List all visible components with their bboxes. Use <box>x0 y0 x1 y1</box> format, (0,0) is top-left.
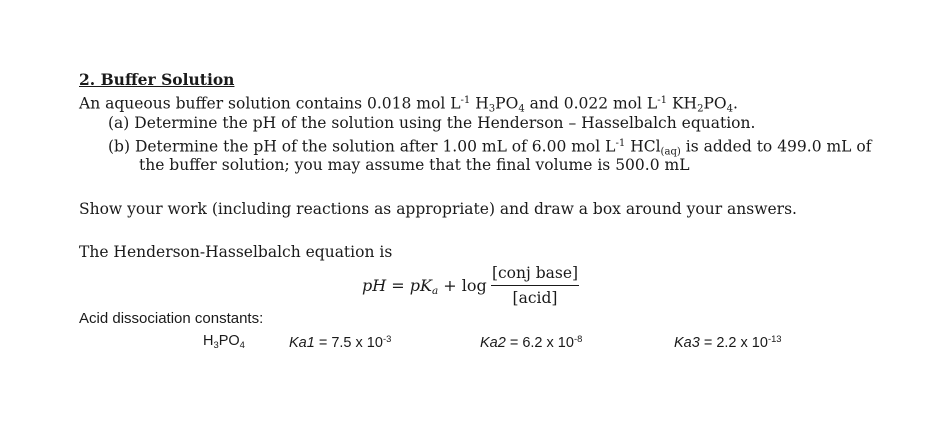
part-b-text-3: is added to 499.0 mL of <box>680 137 872 156</box>
equation-numerator: [conj base] <box>491 264 579 282</box>
acid-po: PO <box>218 333 240 349</box>
part-b-sub-1: (aq) <box>660 146 681 158</box>
intro-text-1: An aqueous buffer solution contains 0.018 mol L <box>79 94 461 113</box>
hh-intro: The Henderson-Hasselbalch equation is <box>79 243 393 261</box>
part-b-exp-1: -1 <box>615 138 626 149</box>
ka-acid <box>203 333 245 350</box>
ka-title: Acid dissociation constants: <box>79 310 264 327</box>
intro-text-2: H <box>470 94 489 113</box>
ka3-exp: -13 <box>767 333 782 344</box>
intro-sub-3: 2 <box>697 103 704 115</box>
ka1-value: = 7.5 x 10 <box>314 335 383 352</box>
ka3 <box>674 333 782 351</box>
intro-sub-1: 3 <box>488 103 496 115</box>
intro-exp-2: -1 <box>657 95 668 106</box>
ka3-value: = 2.2 x 10 <box>699 335 768 352</box>
henderson-hasselbalch-equation <box>362 262 592 310</box>
ka3-label: Ka3 <box>674 335 700 352</box>
equation-pk: pK <box>409 276 432 295</box>
acid-sub-1: 3 <box>213 338 219 350</box>
ka2-exp: -8 <box>573 333 583 344</box>
intro-text-4: and 0.022 mol L <box>524 94 658 113</box>
instructions: Show your work (including reactions as appropriate) and draw a box around your answers. <box>79 200 797 218</box>
intro-text-5: KH <box>667 94 698 113</box>
problem-title: 2. Buffer Solution <box>79 70 235 89</box>
fraction-bar <box>491 285 579 286</box>
intro-exp-1: -1 <box>460 95 471 106</box>
part-a: (a) Determine the pH of the solution using the Henderson – Hasselbalch equation. <box>108 114 756 132</box>
ka2-value: = 6.2 x 10 <box>505 335 574 352</box>
intro-text-6: PO <box>703 94 727 113</box>
acid-sub-2: 4 <box>239 338 245 350</box>
intro-text-3: PO <box>495 94 519 113</box>
equation-denominator: [acid] <box>512 289 558 307</box>
ka2 <box>480 333 582 351</box>
intro-text-7: . <box>733 94 738 113</box>
ka1 <box>289 333 391 351</box>
part-b-text-1: (b) Determine the pH of the solution after 1.00 mL of 6.00 mol L <box>108 137 616 156</box>
equation-pk-sub: a <box>431 285 439 298</box>
ka1-exp: -3 <box>382 333 392 344</box>
ka2-label: Ka2 <box>480 335 506 352</box>
part-b-text-2: HCl <box>625 137 661 156</box>
equation-ph: pH <box>362 276 387 295</box>
equation-equals: = <box>386 276 410 295</box>
intro-sub-2: 4 <box>518 103 525 115</box>
part-b-line-2: the buffer solution; you may assume that the final volume is 500.0 mL <box>139 156 690 174</box>
equation-plus-log: + log <box>438 276 487 295</box>
equation-fraction <box>491 262 579 308</box>
equation-lhs <box>362 276 487 297</box>
acid-h: H <box>203 333 214 349</box>
ka1-label: Ka1 <box>289 335 315 352</box>
intro-sub-4: 4 <box>726 103 734 115</box>
